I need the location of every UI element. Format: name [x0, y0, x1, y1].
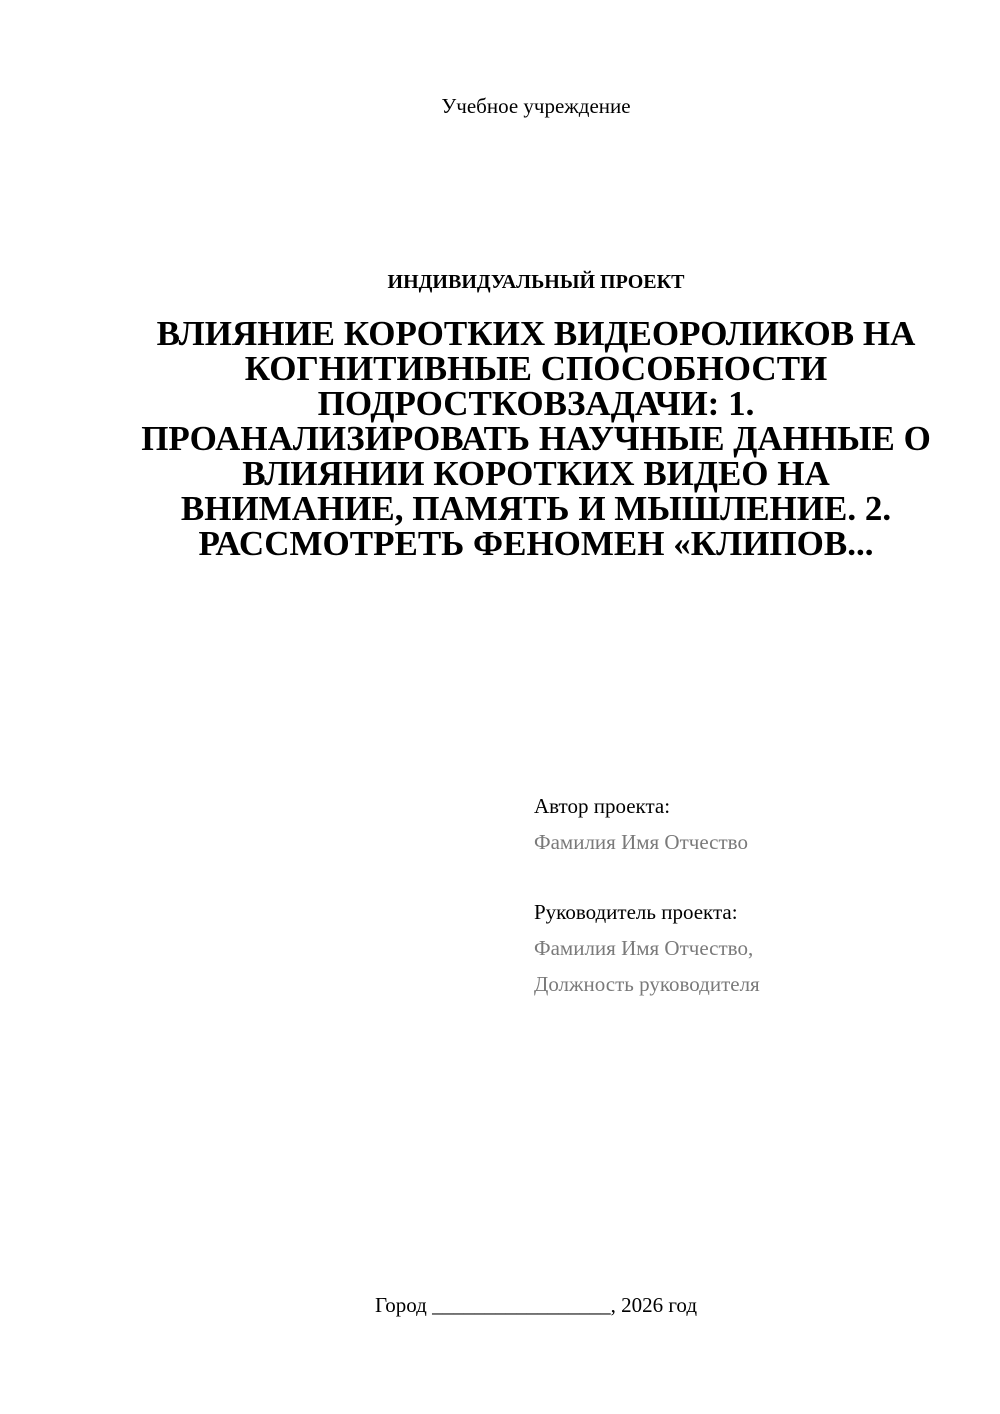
supervisor-position: Должность руководителя — [534, 972, 760, 996]
institution-name: Учебное учреждение — [441, 94, 631, 118]
spacer — [534, 860, 974, 894]
document-type: ИНДИВИДУАЛЬНЫЙ ПРОЕКТ — [387, 271, 685, 293]
supervisor-label: Руководитель проекта: — [534, 900, 738, 924]
author-name: Фамилия Имя Отчество — [534, 830, 748, 854]
city-year: Город _________________, 2026 год — [374, 1293, 698, 1317]
supervisor-name: Фамилия Имя Отчество, — [534, 936, 754, 960]
project-people — [534, 788, 974, 1002]
author-label: Автор проекта: — [534, 794, 671, 818]
project-title: ВЛИЯНИЕ КОРОТКИХ ВИДЕОРОЛИКОВ НА КОГНИТИВНЫЕ СПОСОБНОСТИ ПОДРОСТКОВЗАДАЧИ: 1. ПРОАНАЛИЗИРОВАТЬ НАУЧНЫЕ ДАННЫЕ О ВЛИЯНИИ КОРОТКИХ ВИДЕО НА ВНИМАНИЕ, ПАМЯТЬ И МЫШЛЕНИЕ. 2. РАССМОТРЕТЬ ФЕНОМЕН «КЛИПОВ... — [141, 314, 931, 563]
